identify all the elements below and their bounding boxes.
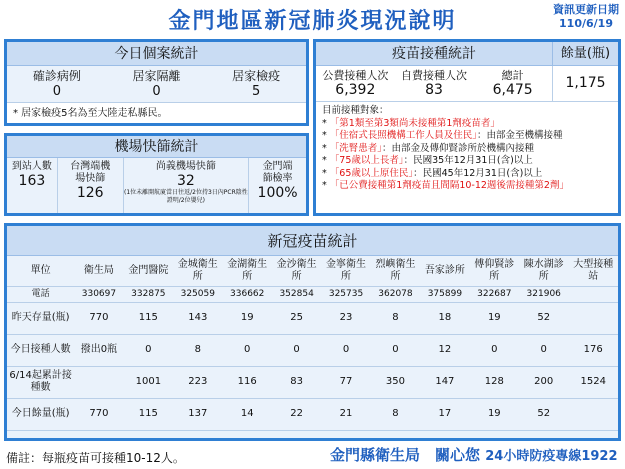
table-header-row <box>7 256 618 286</box>
target-highlight: 「第1類至第3類尚未接種第1劑疫苗者」 <box>329 117 500 129</box>
table-cell: 176 <box>568 334 618 366</box>
vaccine-remain: 1,175 <box>552 66 618 101</box>
vaccine-label: 自費接種人次 <box>401 69 467 82</box>
table-cell <box>74 366 123 398</box>
table-cell: 14 <box>222 398 271 430</box>
table-cell: 325735 <box>321 286 370 302</box>
brand-text: 金門縣衛生局 關心您 <box>330 446 481 464</box>
target-item: * 「65歲以上原住民」：民國45年12月31日(含)以上 <box>322 167 543 179</box>
target-item: * 「洗腎患者」：由部金及傳仰賢診所於機構內接種 <box>322 142 535 154</box>
table-cell: 18 <box>420 302 469 334</box>
table-cell: 8 <box>173 334 222 366</box>
table-cell: 22 <box>272 398 321 430</box>
airport-value: 100% <box>257 185 298 201</box>
table-cell: 200 <box>519 366 568 398</box>
target-text: ：民國45年12月31日(含)以上 <box>413 167 543 179</box>
table-cell: 115 <box>124 302 173 334</box>
airport-label-2: 場快篩 <box>75 173 106 184</box>
update-date: 110/6/19 <box>559 17 613 30</box>
table-cell: 0 <box>470 334 519 366</box>
hotline-text: 24小時防疫專線1922 <box>485 449 618 464</box>
table-cell: 137 <box>173 398 222 430</box>
table-cell: 19 <box>222 302 271 334</box>
vaccine-label: 公費接種人次 <box>322 69 389 82</box>
row-label: 今日接種人數 <box>7 334 74 366</box>
target-highlight: 「已公費接種第1劑疫苗且間隔10-12週後需接種第2劑」 <box>329 180 569 191</box>
target-item: * 「第1類至第3類尚未接種第1劑疫苗者」 <box>322 117 500 129</box>
row-label: 電話 <box>7 286 74 302</box>
covid-vaccine-panel <box>4 223 621 441</box>
table-cell: 770 <box>74 302 123 334</box>
stat-isolation <box>107 66 207 102</box>
table-header-cell: 烈嶼衛生所 <box>371 256 420 286</box>
airport-note: (1位未離開航廈當日往返/2位持3日內PCR陰性證明/2位嬰兒) <box>123 189 248 204</box>
airport-taiwan-screen <box>58 158 124 213</box>
target-highlight: 「65歲以上原住民」 <box>329 167 414 179</box>
airport-screening-panel <box>4 133 309 216</box>
table-cell: 0 <box>124 334 173 366</box>
table-cell: 21 <box>321 398 370 430</box>
vaccine-targets <box>316 102 618 196</box>
target-item: * 「75歲以上長者」：民國35年12月31日(含)以上 <box>322 155 533 166</box>
table-row <box>7 398 618 430</box>
table-cell: 19 <box>470 302 519 334</box>
vaccine-total <box>473 66 552 101</box>
table-row <box>7 366 618 398</box>
table-row <box>7 286 618 302</box>
target-highlight: 「75歲以上長者」 <box>329 155 404 166</box>
table-cell: 128 <box>470 366 519 398</box>
vaccine-label: 總計 <box>501 69 524 82</box>
vaccine-public <box>316 66 395 101</box>
airport-label: 尚義機場快篩 <box>155 161 216 172</box>
vaccine-table <box>7 256 618 431</box>
table-cell: 322687 <box>470 286 519 302</box>
table-header-cell: 金門醫院 <box>124 256 173 286</box>
vaccine-remain-header: 餘量(瓶) <box>552 42 618 65</box>
vaccine-value: 83 <box>425 82 443 98</box>
page-title: 金門地區新冠肺炎現況說明 <box>168 9 457 34</box>
table-cell <box>568 286 618 302</box>
target-text: ：由部金至機構接種 <box>477 130 563 141</box>
table-cell: 352854 <box>272 286 321 302</box>
row-label: 昨天存量(瓶) <box>7 302 74 334</box>
airport-screening-header: 機場快篩統計 <box>7 136 306 158</box>
footer-brand <box>330 444 618 465</box>
table-header-cell: 陳水湖診所 <box>519 256 568 286</box>
vaccine-stats-header: 疫苗接種統計 <box>392 46 476 62</box>
stat-confirmed <box>7 66 107 102</box>
table-cell: 0 <box>272 334 321 366</box>
airport-label: 台灣端機 <box>70 161 111 172</box>
stat-label: 確診病例 <box>32 69 81 83</box>
covid-vaccine-header: 新冠疫苗統計 <box>7 226 618 256</box>
stat-label: 居家隔離 <box>132 69 181 83</box>
table-cell: 8 <box>371 302 420 334</box>
target-item: * 「住宿式長照機構工作人員及住民」：由部金至機構接種 <box>322 130 563 141</box>
table-cell: 12 <box>420 334 469 366</box>
airport-value: 163 <box>18 173 46 189</box>
airport-label: 金門端 <box>262 161 293 172</box>
table-cell: 223 <box>173 366 222 398</box>
table-cell: 350 <box>371 366 420 398</box>
row-label: 今日餘量(瓶) <box>7 398 74 430</box>
vaccine-value: 6,392 <box>335 82 376 98</box>
stat-value: 5 <box>252 84 261 99</box>
target-text: ：民國35年12月31日(含)以上 <box>403 155 533 166</box>
table-cell: 321906 <box>519 286 568 302</box>
table-header-cell: 傅仰賢診所 <box>470 256 519 286</box>
table-cell: 0 <box>371 334 420 366</box>
stat-quarantine <box>206 66 306 102</box>
target-highlight: 「住宿式長照機構工作人員及住民」 <box>329 130 478 141</box>
table-cell <box>568 398 618 430</box>
table-header-cell: 單位 <box>7 256 74 286</box>
case-stats-note: * 居家檢疫5名為至大陸走私縣民。 <box>7 102 306 123</box>
table-cell: 147 <box>420 366 469 398</box>
table-cell: 0 <box>321 334 370 366</box>
table-cell: 25 <box>272 302 321 334</box>
case-stats-header: 今日個案統計 <box>7 42 306 66</box>
airport-shangyi-screen <box>124 158 250 213</box>
row-label: 6/14起累計接種數 <box>7 366 74 398</box>
footer-note: 備註：每瓶疫苗可接種10-12人。 <box>6 451 185 465</box>
table-cell: 83 <box>272 366 321 398</box>
update-info <box>553 3 619 31</box>
stat-label: 居家檢疫 <box>232 69 281 83</box>
table-cell: 1001 <box>124 366 173 398</box>
table-header-cell: 吾家診所 <box>420 256 469 286</box>
airport-value: 126 <box>76 185 104 201</box>
stat-value: 0 <box>52 84 61 99</box>
table-cell: 0 <box>519 334 568 366</box>
target-highlight: 「洗腎患者」 <box>329 142 383 154</box>
table-cell: 332875 <box>124 286 173 302</box>
table-header-cell: 金城衛生所 <box>173 256 222 286</box>
table-cell <box>568 302 618 334</box>
table-cell: 77 <box>321 366 370 398</box>
target-text: ：由部金及傳仰賢診所於機構內接種 <box>382 142 535 154</box>
table-cell: 375899 <box>420 286 469 302</box>
table-header-cell: 金湖衛生所 <box>222 256 271 286</box>
table-row <box>7 334 618 366</box>
table-cell: 52 <box>519 398 568 430</box>
table-cell: 770 <box>74 398 123 430</box>
table-cell: 1524 <box>568 366 618 398</box>
table-cell: 23 <box>321 302 370 334</box>
targets-title: 目前接種對象： <box>322 105 389 116</box>
vaccine-stats-panel <box>313 39 621 216</box>
table-cell: 143 <box>173 302 222 334</box>
table-header-cell: 衛生局 <box>74 256 123 286</box>
airport-label-2: 篩檢率 <box>262 173 293 184</box>
table-cell: 362078 <box>371 286 420 302</box>
table-cell: 336662 <box>222 286 271 302</box>
vaccine-self-paid <box>395 66 474 101</box>
table-cell: 8 <box>371 398 420 430</box>
table-header-cell: 金沙衛生所 <box>272 256 321 286</box>
airport-arrivals <box>7 158 58 213</box>
table-cell: 116 <box>222 366 271 398</box>
table-header-cell: 大型接種站 <box>568 256 618 286</box>
table-cell: 19 <box>470 398 519 430</box>
vaccine-value: 6,475 <box>492 82 533 98</box>
target-item: * 「已公費接種第1劑疫苗且間隔10-12週後需接種第2劑」 <box>322 180 569 191</box>
table-cell: 17 <box>420 398 469 430</box>
table-header-cell: 金寧衛生所 <box>321 256 370 286</box>
airport-value: 32 <box>176 173 195 189</box>
table-cell: 325059 <box>173 286 222 302</box>
table-cell: 52 <box>519 302 568 334</box>
table-cell: 115 <box>124 398 173 430</box>
case-stats-panel <box>4 39 309 126</box>
airport-label: 到站人數 <box>11 161 52 172</box>
table-cell: 0 <box>222 334 271 366</box>
table-cell: 330697 <box>74 286 123 302</box>
update-label: 資訊更新日期 <box>553 3 619 16</box>
airport-screen-rate <box>249 158 306 213</box>
table-row <box>7 302 618 334</box>
stat-value: 0 <box>152 84 161 99</box>
table-cell: 撥出0瓶 <box>74 334 123 366</box>
